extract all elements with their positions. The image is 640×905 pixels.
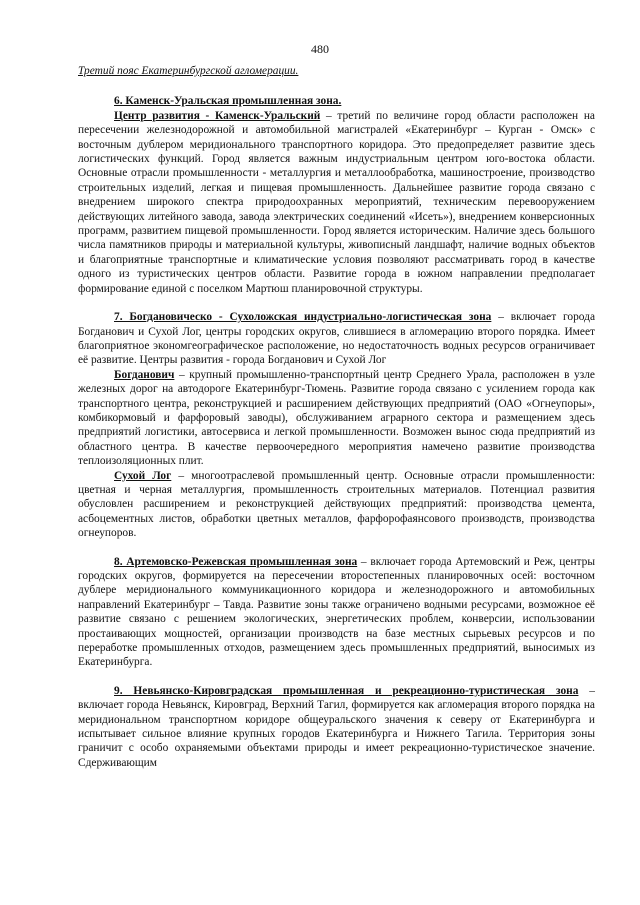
zone-9-paragraph	[78, 684, 595, 770]
bogdanovich-paragraph	[78, 368, 595, 469]
zone-7-paragraph	[78, 310, 595, 368]
zone-6-heading	[78, 94, 595, 108]
zone-8-paragraph	[78, 555, 595, 670]
zone-9-title: 9. Невьянско-Кировградская промышленная и рекреационно-туристическая зона	[114, 684, 579, 697]
zone-8-title: 8. Артемовско-Режевская промышленная зона	[114, 555, 358, 568]
zone-9-text: – включает города Невьянск, Кировград, Верхний Тагил, формируется как агломерация второго порядка на меридиональном транспортном коридоре общеуральского значения к северу от Екатеринбурга и испытывает сильное влияние крупных городов Екатеринбурга и Нижнего Тагила. Территория зоны граничит с особо охраняемыми объектами природы и имеет рекреационно-туристическое значение. Сдерживающим	[78, 684, 596, 769]
sukhoi-log-label: Сухой Лог	[114, 469, 172, 482]
zone-7-text: включает города Богданович и Сухой Лог, центры городских округов, слившиеся в агломерацию второго порядка. Имеет благоприятное экономгеографическое расположение, но недостаточность водных ресурсов ограничивает её развитие. Центры развития - города Богданович и Сухой Лог	[78, 311, 596, 367]
zone-6-text: – третий по величине город области расположен на пересечении железнодорожной и автомобильной магистралей «Екатеринбург – Курган - Омск» с восточным дублером меридионального транспортного коридора. Это предопределяет развитие здесь логистических функций. Город является важным индустриальным центром юго-востока области. Основные отрасли промышленности - металлургия и металлообработка, машиностроение, производство строительных изделий, легкая и пищевая промышленность. Дальнейшее развитие города связано с внедрением широкого спектра природоохранных мероприятий, техническим перевооружением действующих литейного завода, завода электрических соединений «Исеть»), внедрением конверсионных программ, развитием пищевой промышленности. Город является историческим. Наличие здесь большого числа памятников природы и материальной культуры, живописный ландшафт, наличие водных объектов и благоприятные транспортные и климатические условия позволяют рассматривать город в качестве одного из туристических центров области. Развитие города в южном направлении предполагает формирование единой с поселком Мартюш планировочной структуры.	[78, 109, 595, 295]
zone-7-title: 7. Богдановическо - Сухоложская индустриально-логистическая зона	[114, 311, 492, 324]
zone-6-title: 6. Каменск-Уральская промышленная зона.	[114, 95, 342, 108]
sukhoi-log-paragraph	[78, 469, 595, 541]
spacer	[78, 670, 595, 684]
spacer	[78, 296, 595, 310]
zone-7-dash: –	[491, 311, 511, 324]
zone-6-center-label: Центр развития - Каменск-Уральский	[114, 109, 321, 122]
sukhoi-log-text: – многоотраслевой промышленный центр. Основные отрасли промышленности: цветная и черная металлургия, промышленность строительных материалов. Потенциал развития обусловлен расширением и реконструкцией действующих предприятий: производства цемента, асбоцементных листов, обработки цветных металлов, фарфорофаянсового производств, производства огнеупоров.	[78, 469, 595, 540]
bogdanovich-text: – крупный промышленно-транспортный центр Среднего Урала, расположен в узле железных дорог на автодороге Екатеринбург-Тюмень. Развитие города связано с усилением города как транспортного центра, реконструкцией и расширением действующих предприятий (ОАО «Огнеупоры», комбикормовый и фарфоровый заводы), обслуживанием аграрного сектора и размещением здесь предприятий логистики, автосервиса и легкой промышленности. Возможен вынос сюда предприятий из областного центра. В качестве первоочередного мероприятия намечено развитие производства теплоизоляционных плит.	[78, 368, 595, 468]
section-subtitle: Третий пояс Екатеринбургской агломерации.	[78, 65, 299, 77]
bogdanovich-label: Богданович	[114, 368, 175, 381]
zone-8-text: – включает города Артемовский и Реж, центры городских округов, формируется на пересечении второстепенных планировочных осей: восточном дублере меридионального коммуникационного коридора и железнодорожного и автомобильных направлений Екатеринбург – Тавда. Развитие зоны также ограничено водными ресурсами, возможное её развитие связано с решением экологических, энергетических проблем, конверсии, использовании простаивающих мощностей, организации производств на базе местных сырьевых ресурсов и по переработке промышленных отходов, размещением здесь промышленных предприятий, выносимых из Екатеринбурга.	[78, 555, 595, 669]
page-number: 480	[311, 42, 329, 56]
spacer	[78, 541, 595, 555]
zone-6-paragraph	[78, 109, 595, 296]
page-body	[78, 64, 595, 770]
